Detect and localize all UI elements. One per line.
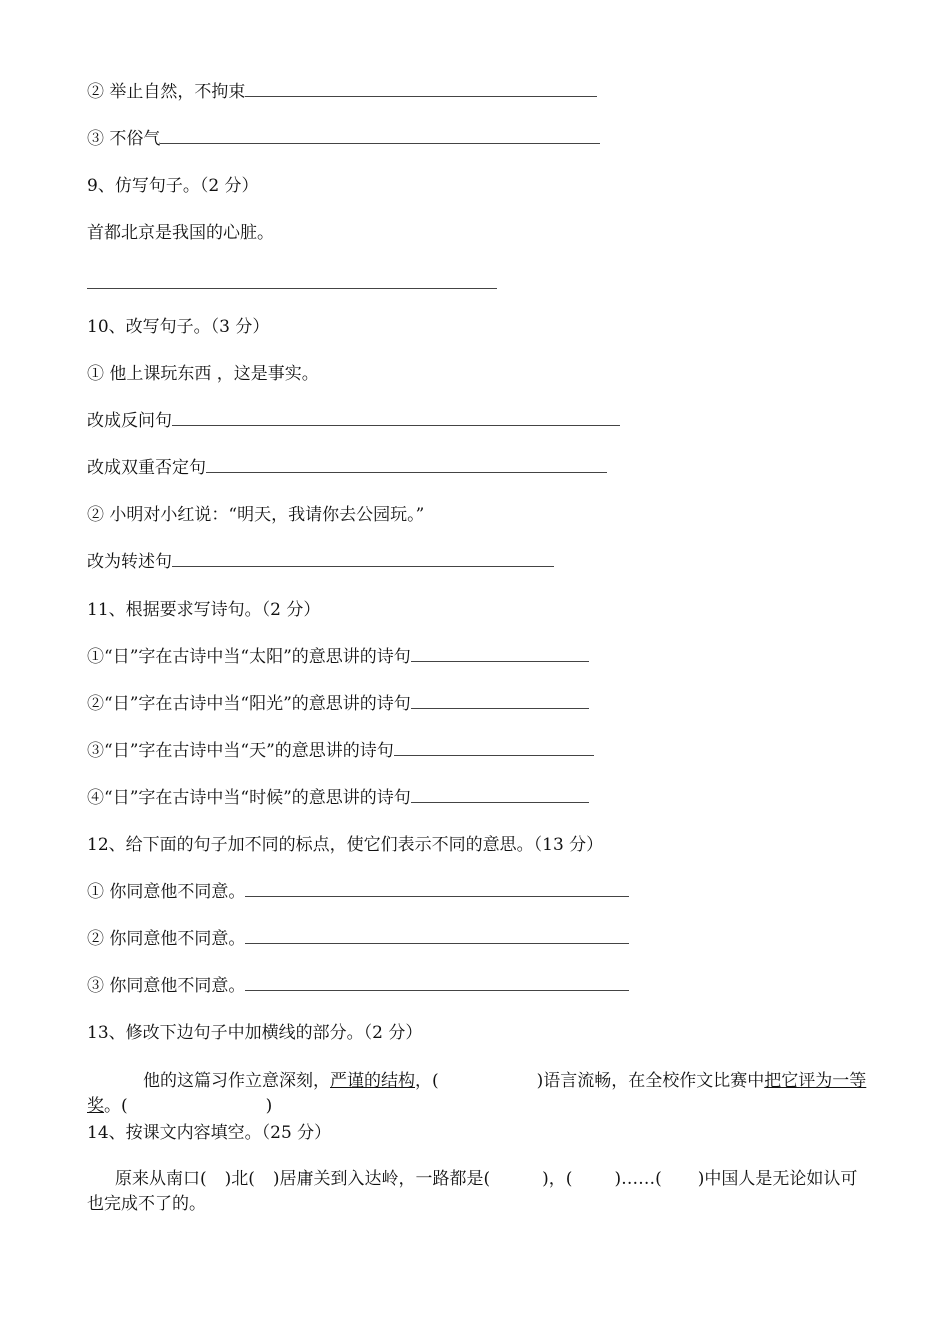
question-11-item-1	[87, 645, 589, 669]
item-2-natural	[87, 80, 597, 104]
item-label: 改成反问句	[87, 411, 172, 431]
item-label: ③ 不俗气	[87, 129, 161, 149]
answer-blank[interactable]	[411, 645, 589, 662]
text: 。(	[104, 1096, 128, 1116]
question-13-heading: 13、修改下边句子中加横线的部分。（2 分）	[87, 1023, 423, 1043]
answer-blank[interactable]	[411, 786, 589, 803]
answer-blank[interactable]	[172, 550, 554, 567]
answer-blank[interactable]	[411, 692, 589, 709]
answer-blank[interactable]	[245, 80, 597, 97]
item-label: ③“日”字在古诗中当“天”的意思讲的诗句	[87, 741, 394, 761]
underlined-phrase: 严谨的结构	[330, 1071, 415, 1091]
item-3-not-vulgar	[87, 127, 600, 151]
answer-blank[interactable]	[394, 739, 594, 756]
question-11-item-4	[87, 786, 589, 810]
question-10-rhetorical	[87, 409, 620, 433]
answer-blank[interactable]	[160, 127, 600, 144]
answer-blank[interactable]	[87, 288, 497, 289]
question-14-heading: 14、按课文内容填空。（25 分）	[87, 1123, 332, 1143]
text: 原来从南口(	[115, 1169, 207, 1189]
text: )……(	[614, 1169, 662, 1189]
text: )北(	[224, 1169, 255, 1189]
text: )居庸关到入达岭，一路都是(	[272, 1169, 491, 1189]
text: 他的这篇习作立意深刻，	[143, 1071, 330, 1091]
answer-blank[interactable]	[172, 409, 620, 426]
question-12-item-1	[87, 880, 629, 904]
text: ，(	[415, 1071, 439, 1091]
item-label: 改为转述句	[87, 552, 172, 572]
question-11-item-2	[87, 692, 589, 716]
text: )	[265, 1096, 273, 1116]
question-11-item-3	[87, 739, 594, 763]
answer-blank[interactable]	[245, 927, 629, 944]
question-9-heading: 9、仿写句子。（2 分）	[87, 176, 259, 196]
text: )语言流畅，在全校作文比赛中	[536, 1071, 765, 1091]
underlined-phrase: 把它评为一等奖	[87, 1071, 867, 1116]
item-label: ③ 你同意他不同意。	[87, 976, 246, 996]
answer-blank[interactable]	[206, 456, 607, 473]
text: )，(	[542, 1169, 573, 1189]
text: )中国人是无论如认可 也完成不了的。	[87, 1169, 858, 1214]
item-label: ④“日”字在古诗中当“时候”的意思讲的诗句	[87, 788, 411, 808]
question-14-paragraph	[87, 1167, 877, 1217]
question-10-sentence-1: ① 他上课玩东西 ，这是事实。	[87, 364, 319, 384]
question-10-heading: 10、改写句子。（3 分）	[87, 317, 270, 337]
item-label: 改成双重否定句	[87, 458, 206, 478]
question-13-paragraph	[87, 1069, 877, 1119]
question-9-sentence: 首都北京是我国的心脏。	[87, 223, 274, 243]
question-12-item-2	[87, 927, 629, 951]
answer-blank[interactable]	[245, 880, 629, 897]
question-10-sentence-2: ② 小明对小红说：“明天，我请你去公园玩。”	[87, 505, 425, 525]
item-label: ② 举止自然，不拘束	[87, 82, 246, 102]
question-11-heading: 11、根据要求写诗句。（2 分）	[87, 600, 321, 620]
answer-blank[interactable]	[245, 974, 629, 991]
item-label: ① 你同意他不同意。	[87, 882, 246, 902]
item-label: ①“日”字在古诗中当“太阳”的意思讲的诗句	[87, 647, 411, 667]
item-label: ② 你同意他不同意。	[87, 929, 246, 949]
question-10-indirect	[87, 550, 554, 574]
question-12-heading: 12、给下面的句子加不同的标点，使它们表示不同的意思。（13 分）	[87, 835, 604, 855]
question-12-item-3	[87, 974, 629, 998]
question-10-double-negative	[87, 456, 607, 480]
item-label: ②“日”字在古诗中当“阳光”的意思讲的诗句	[87, 694, 411, 714]
